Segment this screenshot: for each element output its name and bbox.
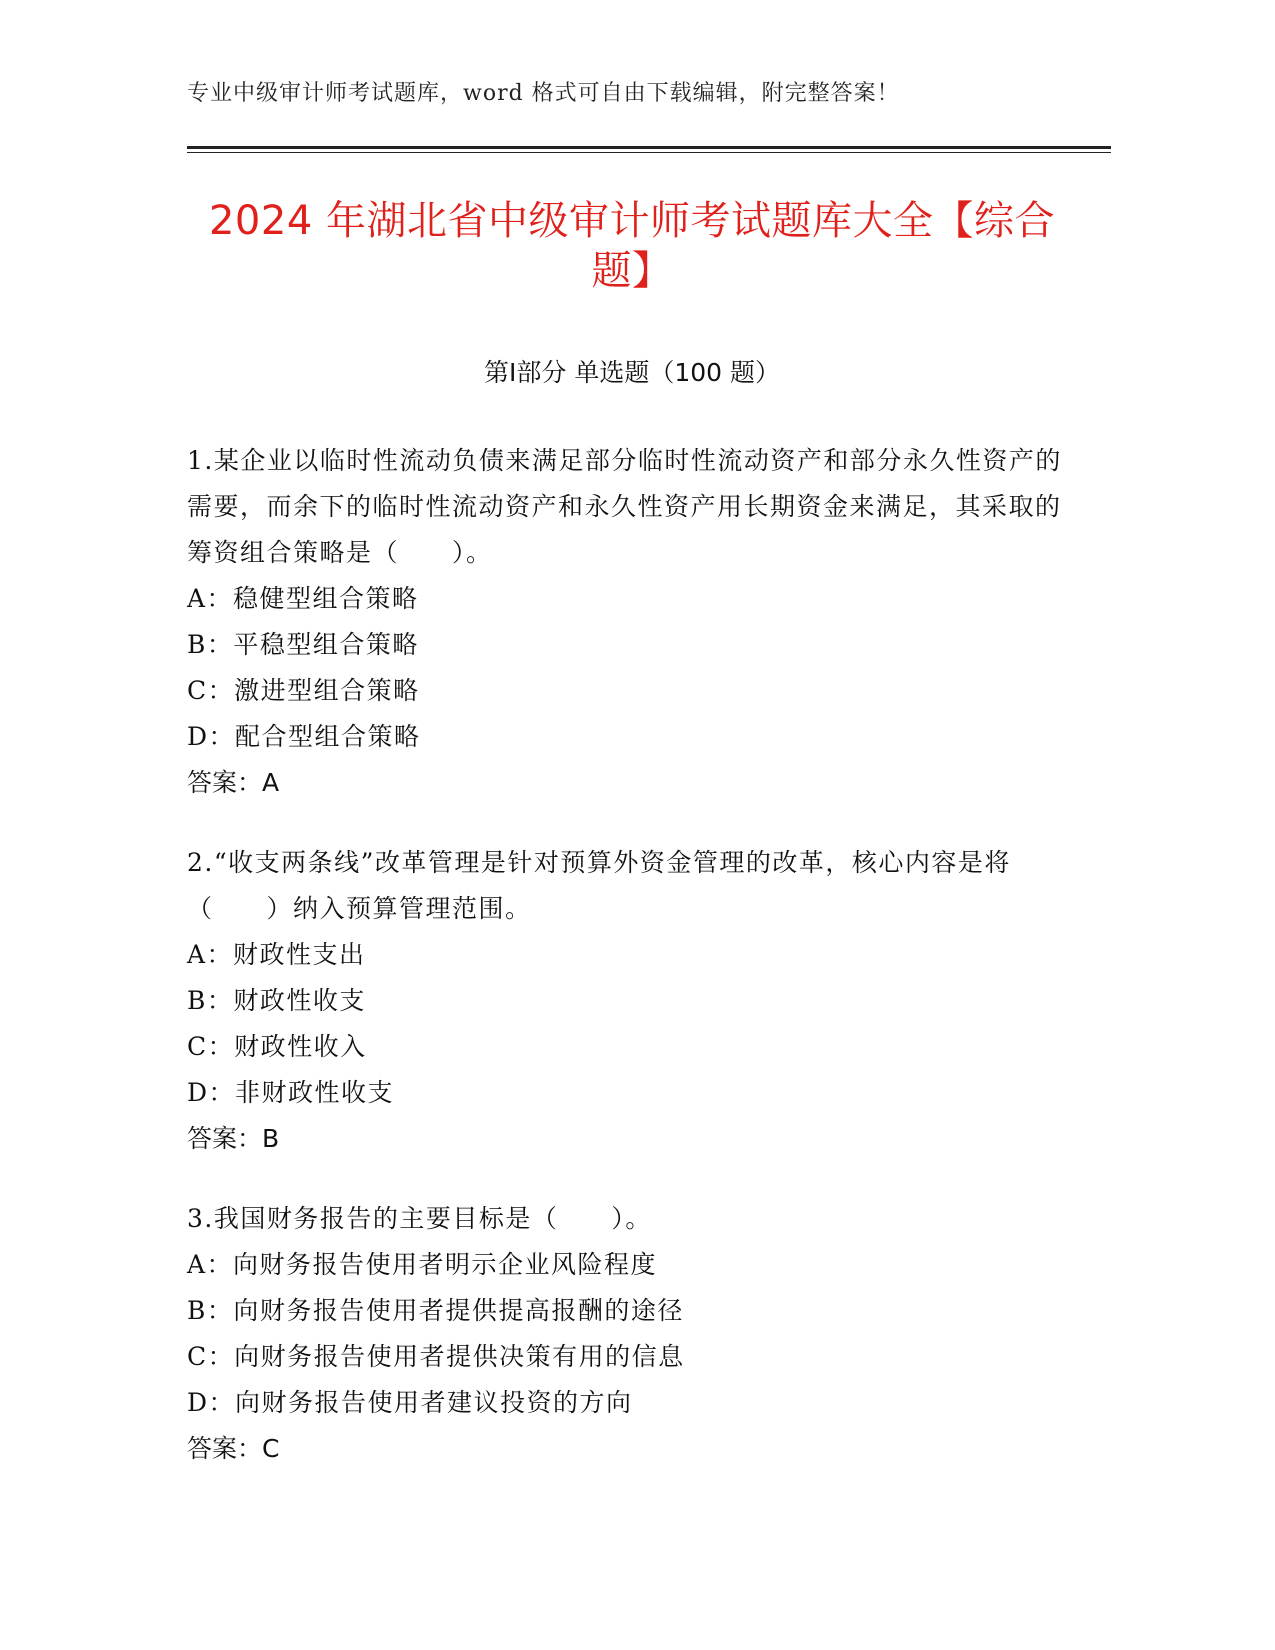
question-item [187, 840, 1067, 1162]
option-a: A：稳健型组合策略 [187, 584, 419, 613]
option-d: D：向财务报告使用者建议投资的方向 [187, 1388, 633, 1417]
option-b: B：财政性收支 [187, 986, 366, 1015]
question-stem: 3.我国财务报告的主要目标是（ ）。 [187, 1204, 652, 1233]
question-list [187, 438, 1067, 1506]
answer-text: 答案：B [187, 1124, 280, 1153]
answer-text: 答案：C [187, 1434, 280, 1463]
option-b: B：向财务报告使用者提供提高报酬的途径 [187, 1296, 684, 1325]
option-d: D：非财政性收支 [187, 1078, 395, 1107]
header-note: 专业中级审计师考试题库，word 格式可自由下载编辑，附完整答案！ [187, 81, 900, 106]
option-a: A：财政性支出 [187, 940, 366, 969]
question-item [187, 438, 1067, 806]
header-rule-thick [187, 146, 1111, 149]
header-rule-thin [187, 152, 1111, 153]
option-c: C：激进型组合策略 [187, 676, 420, 705]
option-b: B：平稳型组合策略 [187, 630, 419, 659]
question-item [187, 1196, 1067, 1472]
option-c: C：向财务报告使用者提供决策有用的信息 [187, 1342, 685, 1371]
document-title: 2024 年湖北省中级审计师考试题库大全【综合题】 [208, 198, 1055, 294]
question-stem: 2.“收支两条线”改革管理是针对预算外资金管理的改革，核心内容是将（ ）纳入预算管理范围。 [187, 848, 1011, 923]
option-a: A：向财务报告使用者明示企业风险程度 [187, 1250, 658, 1279]
option-d: D：配合型组合策略 [187, 722, 421, 751]
section-title: 第Ⅰ部分 单选题（100 题） [484, 358, 780, 387]
answer-text: 答案：A [187, 768, 280, 797]
option-c: C：财政性收入 [187, 1032, 367, 1061]
question-stem: 1.某企业以临时性流动负债来满足部分临时性流动资产和部分永久性资产的需要，而余下的临时性流动资产和永久性资产用长期资金来满足，其采取的筹资组合策略是（ ）。 [187, 446, 1062, 567]
